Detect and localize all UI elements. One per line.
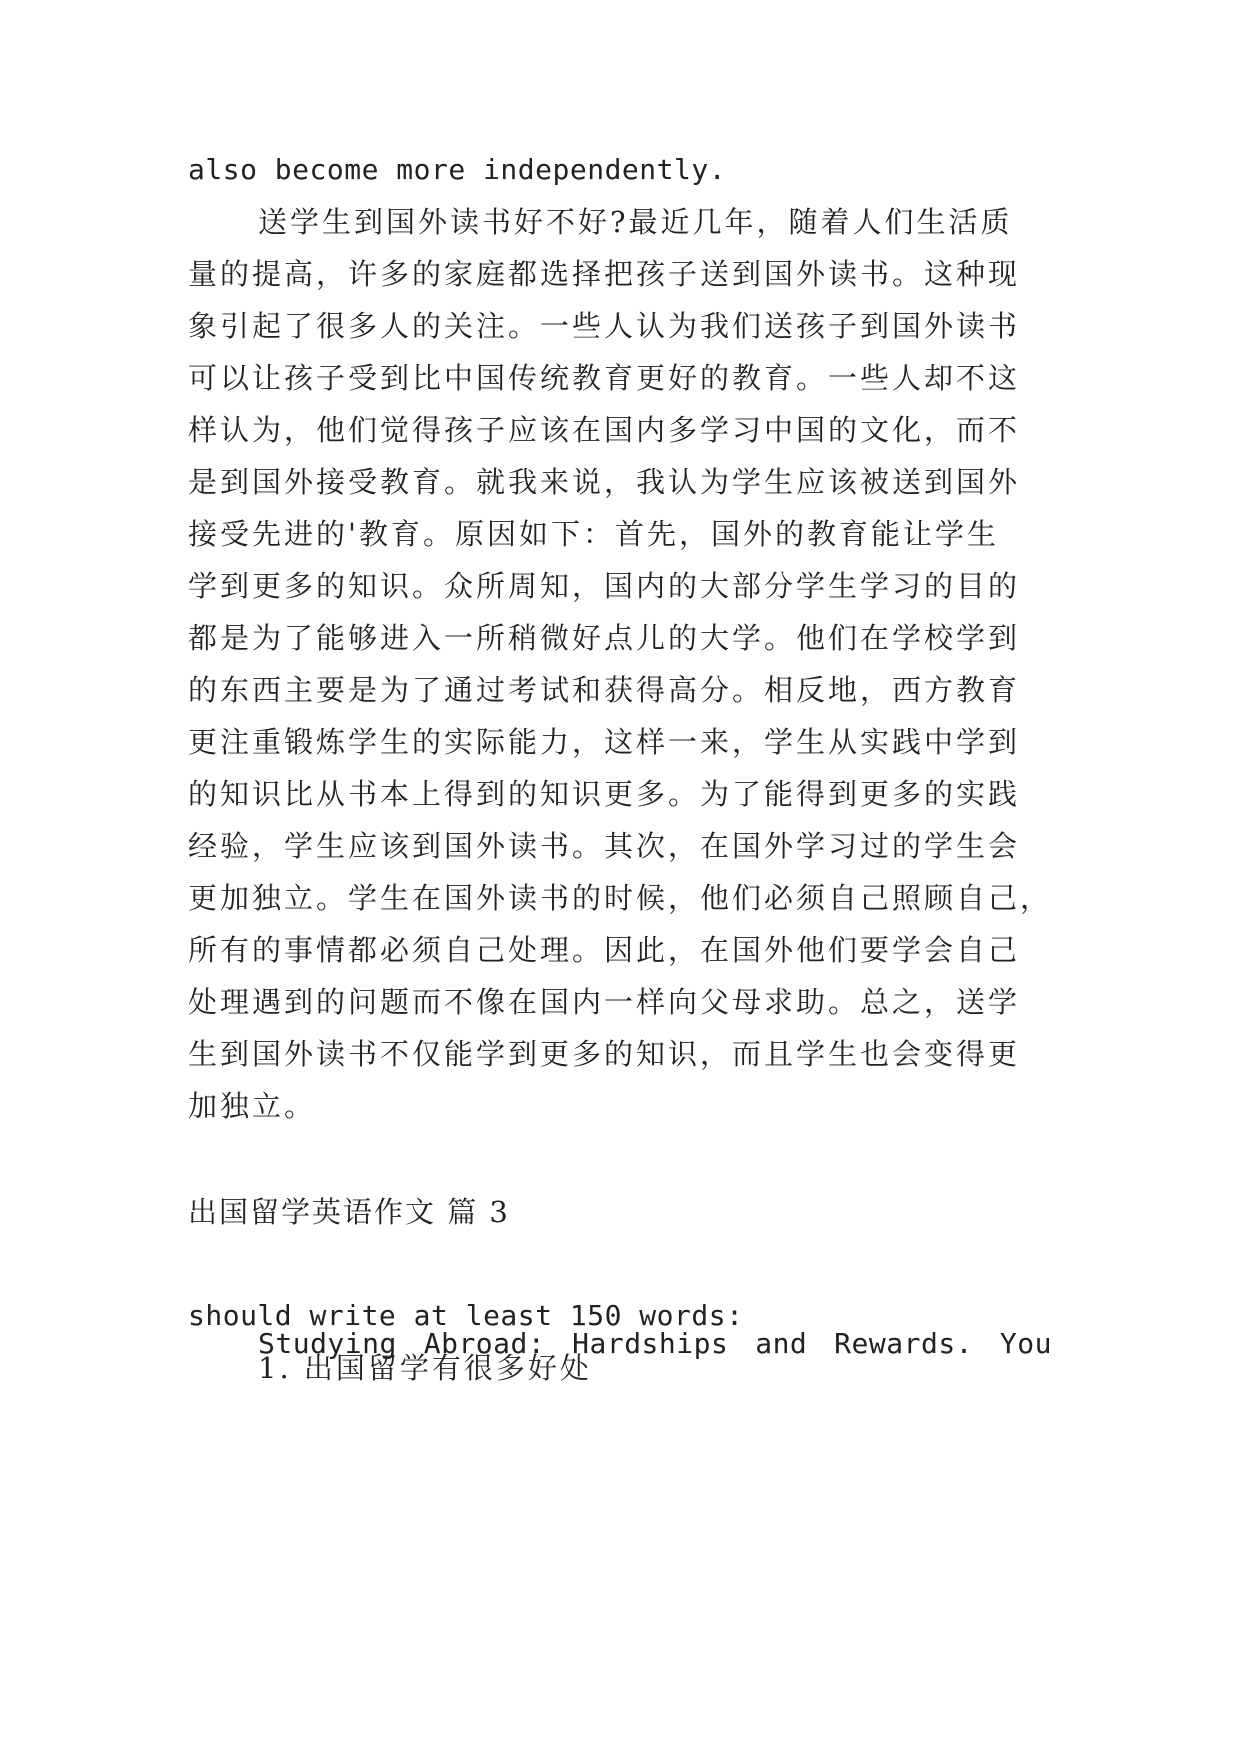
paragraph-line: 量的提高，许多的家庭都选择把孩子送到国外读书。这种现 (188, 257, 1021, 291)
prompt-word: Hardships (572, 1327, 729, 1360)
paragraph-line: 生到国外读书不仅能学到更多的知识，而且学生也会变得更 (188, 1037, 1021, 1071)
paragraph-line: 的东西主要是为了通过考试和获得高分。相反地，西方教育 (188, 673, 1021, 707)
section-heading: 出国留学英语作文 篇 3 (188, 1195, 510, 1229)
prompt-line-1 (258, 1244, 1052, 1444)
prompt-word: Rewards. (834, 1327, 974, 1360)
paragraph-line: 都是为了能够进入一所稍微好点儿的大学。他们在学校学到 (188, 621, 1021, 655)
paragraph-line: 所有的事情都必须自己处理。因此，在国外他们要学会自己 (188, 933, 1021, 967)
paragraph-line: 更加独立。学生在国外读书的时候，他们必须自己照顾自己， (188, 881, 1053, 915)
prompt-word: Studying (258, 1327, 397, 1360)
text-line: also become more independently. (188, 153, 727, 186)
paragraph-line: 是到国外接受教育。就我来说，我认为学生应该被送到国外 (188, 465, 1021, 499)
prompt-line-2: should write at least 150 words: (188, 1299, 744, 1332)
paragraph-line: 送学生到国外读书好不好?最近几年，随着人们生活质 (258, 205, 1013, 239)
paragraph-line: 经验，学生应该到国外读书。其次，在国外学习过的学生会 (188, 829, 1021, 863)
paragraph-line: 接受先进的'教育。原因如下：首先，国外的教育能让学生 (188, 517, 999, 551)
paragraph-line: 象引起了很多人的关注。一些人认为我们送孩子到国外读书 (188, 309, 1021, 343)
paragraph-line: 更注重锻炼学生的实际能力，这样一来，学生从实践中学到 (188, 725, 1021, 759)
prompt-word: You (999, 1327, 1052, 1360)
paragraph-line: 处理遇到的问题而不像在国内一样向父母求助。总之，送学 (188, 985, 1021, 1019)
prompt-word: and (755, 1327, 808, 1360)
paragraph-line: 样认为，他们觉得孩子应该在国内多学习中国的文化，而不 (188, 413, 1021, 447)
paragraph-line: 学到更多的知识。众所周知，国内的大部分学生学习的目的 (188, 569, 1021, 603)
prompt-word: Abroad: (423, 1327, 546, 1360)
paragraph-line: 可以让孩子受到比中国传统教育更好的教育。一些人却不这 (188, 361, 1021, 395)
paragraph-line: 加独立。 (188, 1089, 317, 1123)
paragraph-line: 的知识比从书本上得到的知识更多。为了能得到更多的实践 (188, 777, 1021, 811)
list-item: 1. 出国留学有很多好处 (258, 1351, 592, 1385)
